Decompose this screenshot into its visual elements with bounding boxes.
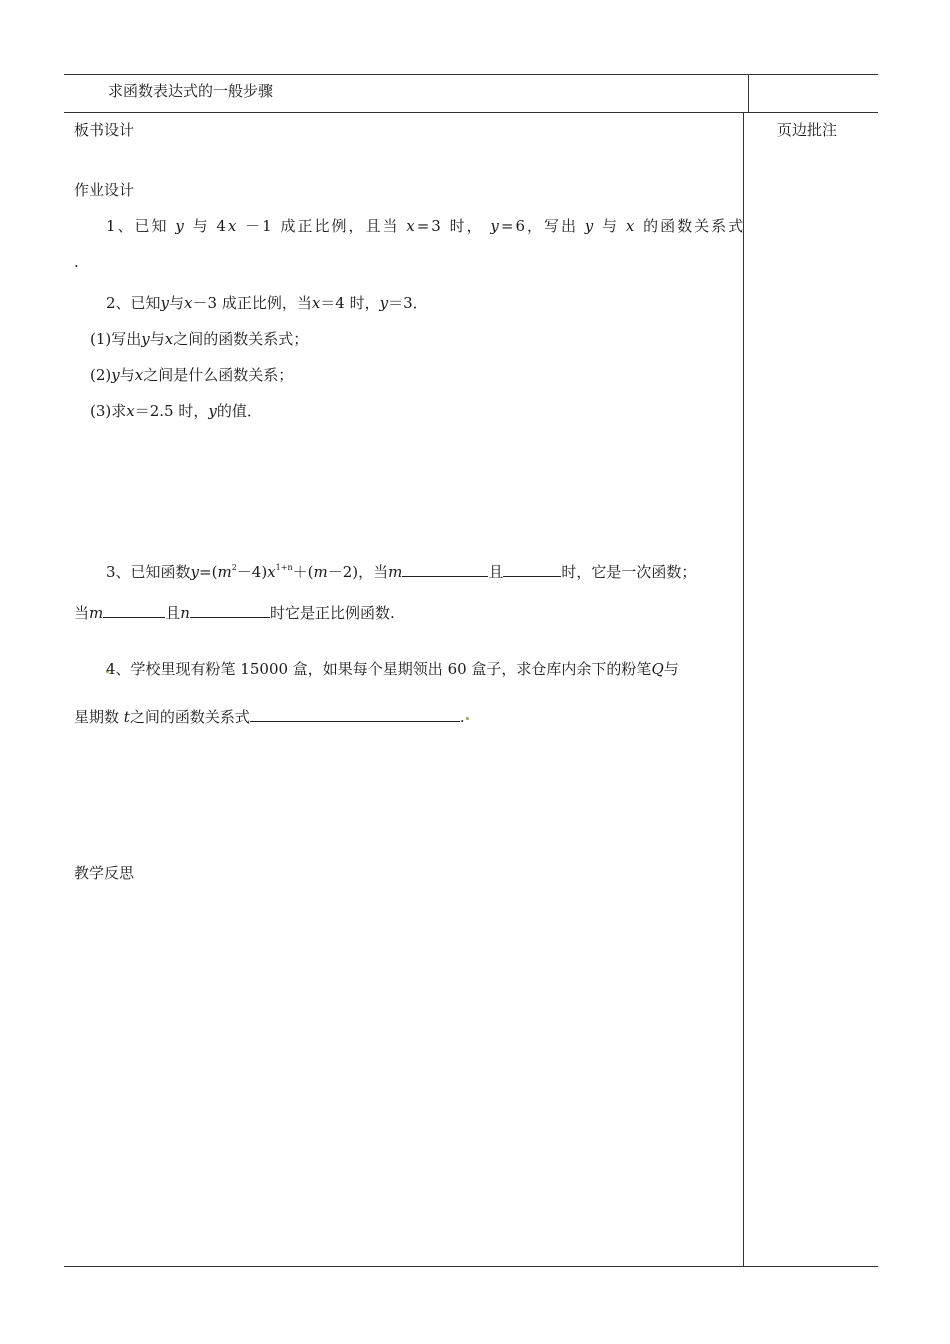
question-4-line-1: 4、学校里现有粉笔 15000 盒，如果每个星期领出 60 盒子，求仓库内余下的粉笔Q与 bbox=[106, 660, 679, 678]
question-3-line-2: 当m 且n 时它是正比例函数. bbox=[74, 604, 395, 622]
steps-heading: 求函数表达式的一般步骤 bbox=[108, 82, 274, 100]
table-row-divider bbox=[64, 112, 878, 113]
question-3-line-1: 3、已知函数$y=(m^2-4)x^{1+n}+(m-2)$，当m 且 时，它是一次函数； bbox=[106, 563, 697, 581]
blank-condition-2[interactable] bbox=[503, 562, 561, 577]
question-1-end: . bbox=[74, 253, 79, 271]
blank-m-condition-1[interactable] bbox=[402, 562, 488, 577]
table-bottom-border bbox=[64, 1266, 878, 1267]
body-column-divider bbox=[743, 112, 744, 1266]
artifact-dot bbox=[466, 717, 469, 720]
board-design-heading: 板书设计 bbox=[74, 121, 135, 139]
top-row-column-divider bbox=[748, 74, 749, 112]
question-2-part-3: (3)求x＝2.5 时，y的值． bbox=[90, 402, 262, 420]
teaching-reflection-heading: 教学反思 bbox=[74, 864, 135, 882]
blank-function-expression[interactable] bbox=[250, 707, 460, 722]
table-top-border bbox=[64, 74, 878, 75]
question-4-line-2: 星期数 t之间的函数关系式 . bbox=[74, 708, 465, 726]
blank-n-proportional[interactable] bbox=[190, 603, 270, 618]
homework-design-heading: 作业设计 bbox=[74, 181, 135, 199]
question-2-part-2: (2)y与x之间是什么函数关系； bbox=[90, 366, 294, 384]
margin-notes-heading: 页边批注 bbox=[777, 121, 838, 139]
blank-m-proportional[interactable] bbox=[103, 603, 165, 618]
question-2-part-1: (1)写出y与x之间的函数关系式； bbox=[90, 330, 309, 348]
question-2-line: 2、已知y与x－3 成正比例，当x＝4 时，y＝3． bbox=[106, 294, 428, 312]
question-1-line: 1、已知 y 与 4x －1 成正比例，且当 x=3 时， y=6，写出 y 与 x 的函数关系式 bbox=[106, 217, 746, 235]
